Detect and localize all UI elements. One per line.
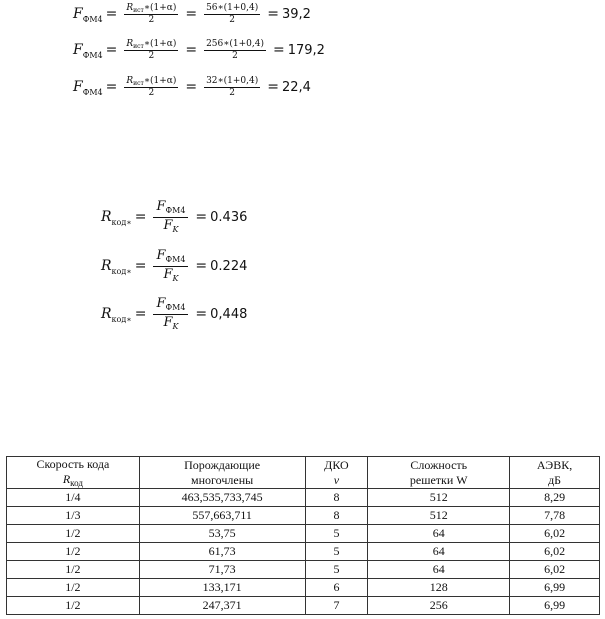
table-header-row xyxy=(7,457,600,489)
table-row: 1/2 247,371 7 256 6,99 xyxy=(7,597,600,615)
equation-result: 0.224 xyxy=(210,258,248,274)
f-equation-2: $F_{ФМ4}$ = $\frac{R_{ист}∗(1+\alpha)}{2}$ = $\frac{256∗(1+0,4)}{2}$ = 179,2 xyxy=(73,38,325,61)
value-fraction: $\frac{32∗(1+0,4)}{2}$ xyxy=(206,75,259,98)
equation-result: 39,2 xyxy=(281,6,311,22)
table-row: 1/2 61,73 5 64 6,02 xyxy=(7,543,600,561)
codes-table xyxy=(6,456,600,615)
table-row: 1/2 133,171 6 128 6,99 xyxy=(7,579,600,597)
equation-lhs: $R_{код∗}$ xyxy=(101,258,132,276)
header-polynomials: Порождающие многочлены xyxy=(139,457,305,489)
equation-lhs: $R_{код∗}$ xyxy=(101,306,132,324)
equation-lhs: $F_{ФМ4}$ xyxy=(73,79,103,97)
formula-fraction: $\frac{R_{ист}∗(1+\alpha)}{2}$ xyxy=(126,38,177,61)
ratio-fraction: $\frac{F_{ФМ4}}{F_K}$ xyxy=(153,199,188,235)
r-equation-3: $R_{код∗}$ = $\frac{F_{ФМ4}}{F_K}$ = 0,448 xyxy=(101,296,248,331)
equation-lhs: $F_{ФМ4}$ xyxy=(73,42,103,60)
header-aevk: АЭВК, дБ xyxy=(510,457,600,489)
equation-result: 0,448 xyxy=(210,306,248,322)
header-code-rate: Скорость кода $R_{код}$ xyxy=(7,457,140,489)
r-equation-1: $R_{код∗}$ = $\frac{F_{ФМ4}}{F_K}$ = 0.436 xyxy=(101,199,248,234)
formula-fraction: $\frac{R_{ист}∗(1+\alpha)}{2}$ xyxy=(126,2,177,25)
header-dko: ДКО ν xyxy=(305,457,368,489)
ratio-fraction: $\frac{F_{ФМ4}}{F_K}$ xyxy=(153,248,188,284)
equation-lhs: $R_{код∗}$ xyxy=(101,209,132,227)
f-equation-1: $F_{ФМ4}$ = $\frac{R_{ист}∗(1+\alpha)}{2}$ = $\frac{56∗(1+0,4)}{2}$ = 39,2 xyxy=(73,2,311,25)
formula-fraction: $\frac{R_{ист}∗(1+\alpha)}{2}$ xyxy=(126,75,177,98)
f-equation-3: $F_{ФМ4}$ = $\frac{R_{ист}∗(1+\alpha)}{2}$ = $\frac{32∗(1+0,4)}{2}$ = 22,4 xyxy=(73,75,311,98)
equation-result: 0.436 xyxy=(210,209,248,225)
value-fraction: $\frac{256∗(1+0,4)}{2}$ xyxy=(206,38,264,61)
header-complexity: Сложность решетки W xyxy=(368,457,510,489)
r-equation-2: $R_{код∗}$ = $\frac{F_{ФМ4}}{F_K}$ = 0.224 xyxy=(101,248,248,283)
ratio-fraction: $\frac{F_{ФМ4}}{F_K}$ xyxy=(153,296,188,332)
table-row: 1/2 53,75 5 64 6,02 xyxy=(7,525,600,543)
value-fraction: $\frac{56∗(1+0,4)}{2}$ xyxy=(206,2,259,25)
equation-result: 179,2 xyxy=(287,42,325,58)
table-row: 1/3 557,663,711 8 512 7,78 xyxy=(7,507,600,525)
table-row: 1/2 71,73 5 64 6,02 xyxy=(7,561,600,579)
equation-lhs: $F_{ФМ4}$ xyxy=(73,6,103,24)
equation-result: 22,4 xyxy=(281,79,311,95)
table-row: 1/4 463,535,733,745 8 512 8,29 xyxy=(7,489,600,507)
